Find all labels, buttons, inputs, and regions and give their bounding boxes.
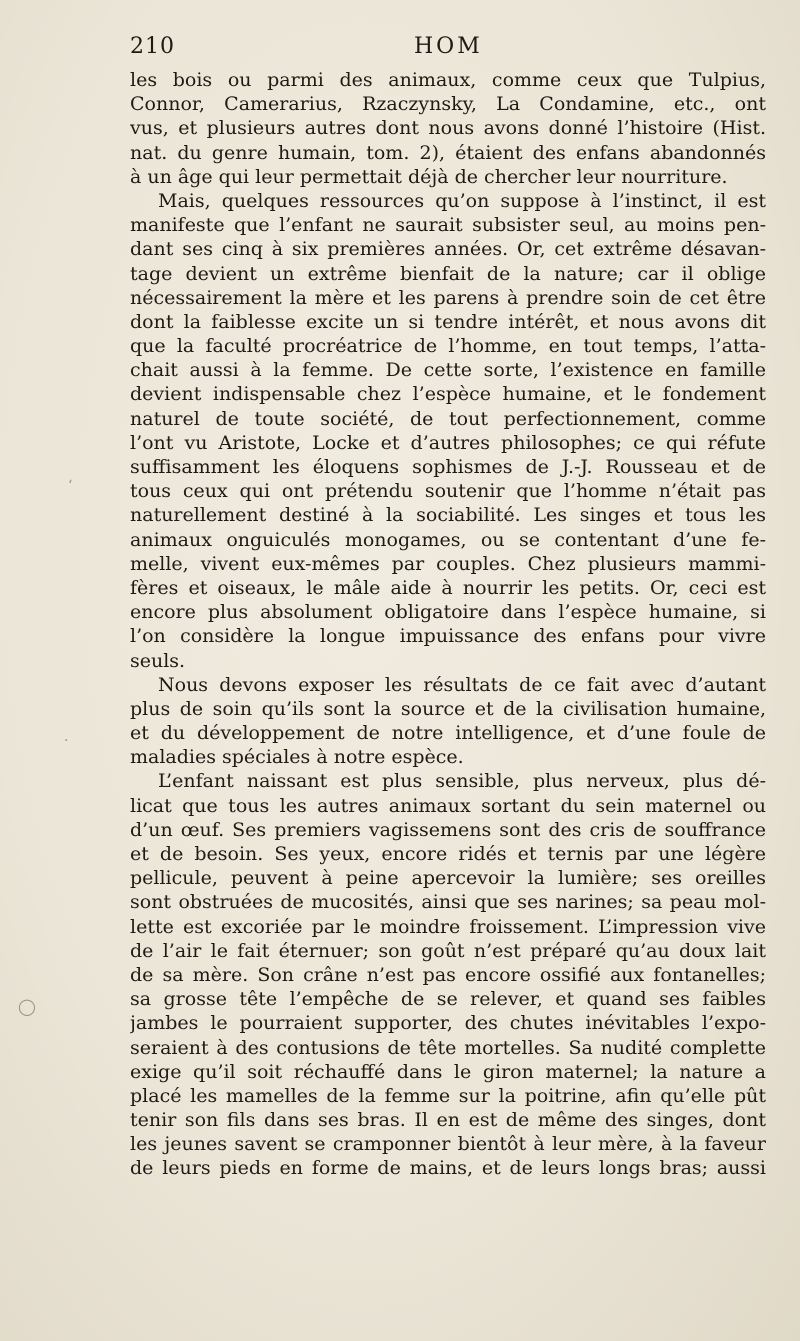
text-line: pellicule, peuvent à peine apercevoir la lumière; ses oreilles	[130, 867, 766, 890]
text-line: licat que tous les autres animaux sortant du sein maternel ou	[130, 794, 766, 817]
text-line: nat. du genre humain, tom. 2), étaient des enfans abandonnés	[130, 141, 766, 164]
page-number: 210	[130, 34, 175, 59]
text-line: dant ses cinq à six premières années. Or, cet extrême désavan-	[130, 238, 766, 261]
page-header	[130, 34, 766, 64]
text-line: exige qu’il soit réchauffé dans le giron maternel; la nature a	[130, 1060, 766, 1083]
text-line: seraient à des contusions de tête mortelles. Sa nudité complette	[130, 1036, 766, 1059]
text-line: Connor, Camerarius, Rzaczynsky, La Condamine, etc., ont	[130, 93, 766, 116]
text-line: tage devient un extrême bienfait de la nature; car il oblige	[130, 262, 766, 285]
text-line: naturel de toute société, de tout perfectionnement, comme	[130, 407, 766, 430]
text-line: jambes le pourraient supporter, des chutes inévitables l’expo-	[130, 1012, 766, 1035]
running-head: HOM	[414, 34, 483, 59]
text-line: les bois ou parmi des animaux, comme ceux que Tulpius,	[130, 69, 766, 91]
text-line: dont la faiblesse excite un si tendre intérêt, et nous avons dit	[130, 310, 766, 333]
text-line: sont obstruées de mucosités, ainsi que ses narines; sa peau mol-	[130, 891, 766, 914]
text-line: melle, vivent eux-mêmes par couples. Chez plusieurs mammi-	[130, 552, 766, 575]
text-line: l’on considère la longue impuissance des enfans pour vivre	[130, 625, 766, 648]
text-line: naturellement destiné à la sociabilité. Les singes et tous les	[130, 504, 766, 527]
text-line: suffisamment les éloquens sophismes de J.-J. Rousseau et de	[130, 456, 766, 478]
text-line: placé les mamelles de la femme sur la poitrine, afin qu’elle pût	[130, 1084, 766, 1107]
margin-mark: ‘	[68, 478, 73, 494]
text-line: de leurs pieds en forme de mains, et de leurs longs bras; aussi	[130, 1157, 766, 1180]
text-line: plus de soin qu’ils sont la source et de la civilisation humaine,	[130, 697, 766, 720]
margin-mark: ·	[64, 733, 69, 749]
text-line: encore plus absolument obligatoire dans l’espèce humaine, si	[130, 601, 766, 624]
text-line: devient indispensable chez l’espèce humaine, et le fondement	[130, 383, 766, 406]
text-line: de l’air le fait éternuer; son goût n’est préparé qu’au doux lait	[130, 939, 766, 962]
text-line: l’ont vu Aristote, Locke et d’autres philosophes; ce qui réfute	[130, 431, 766, 454]
text-line: fères et oiseaux, le mâle aide à nourrir les petits. Or, ceci est	[130, 576, 766, 599]
body-text	[130, 68, 766, 1181]
paragraph-start-line: L’enfant naissant est plus sensible, plus nerveux, plus dé-	[158, 770, 766, 793]
text-line: vus, et plusieurs autres dont nous avons donné l’histoire (Hist.	[130, 117, 766, 140]
text-line: et de besoin. Ses yeux, encore ridés et ternis par une légère	[130, 843, 766, 865]
margin-mark: ◯	[18, 997, 36, 1016]
text-line: maladies spéciales à notre espèce.	[130, 746, 464, 769]
paragraph-start-line: Nous devons exposer les résultats de ce fait avec d’autant	[158, 673, 766, 696]
text-line: lette est excoriée par le moindre froissement. L’impression vive	[130, 915, 766, 938]
text-line: d’un œuf. Ses premiers vagissemens sont des cris de souffrance	[130, 818, 766, 841]
text-line: animaux onguiculés monogames, ou se contentant d’une fe-	[130, 528, 766, 551]
text-line: de sa mère. Son crâne n’est pas encore ossifié aux fontanelles;	[130, 963, 766, 986]
text-line: que la faculté procréatrice de l’homme, en tout temps, l’atta-	[130, 335, 766, 358]
text-line: sa grosse tête l’empêche de se relever, et quand ses faibles	[130, 988, 766, 1011]
text-line: tous ceux qui ont prétendu soutenir que l’homme n’était pas	[130, 480, 766, 503]
paragraph-start-line: Mais, quelques ressources qu’on suppose à l’instinct, il est	[158, 189, 766, 212]
text-line: seuls.	[130, 649, 186, 672]
text-line: les jeunes savent se cramponner bientôt à leur mère, à la faveur	[130, 1133, 766, 1156]
text-line: nécessairement la mère et les parens à prendre soin de cet être	[130, 286, 766, 309]
text-line: tenir son fils dans ses bras. Il en est de même des singes, dont	[130, 1109, 766, 1132]
text-line: et du développement de notre intelligence, et d’une foule de	[130, 722, 766, 745]
text-line: à un âge qui leur permettait déjà de chercher leur nourriture.	[130, 165, 728, 188]
text-line: manifeste que l’enfant ne saurait subsister seul, au moins pen-	[130, 214, 766, 237]
text-line: chait aussi à la femme. De cette sorte, l’existence en famille	[130, 359, 766, 382]
